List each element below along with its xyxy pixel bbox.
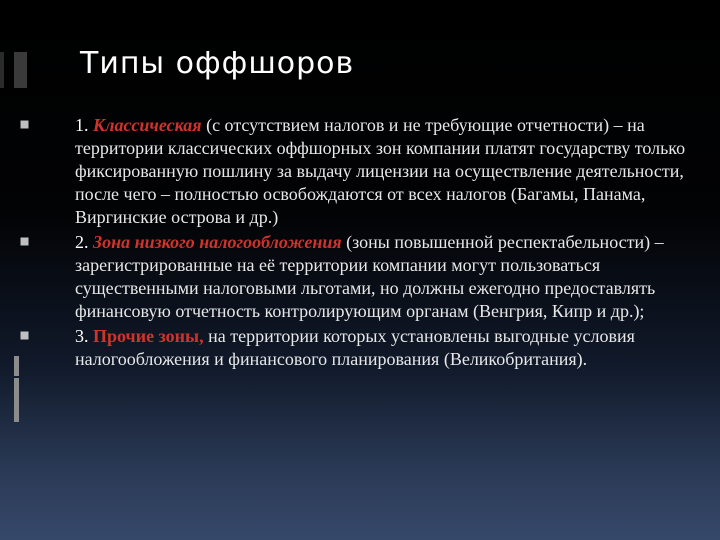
list-item — [20, 231, 700, 323]
item-term: Зона низкого налогообложения — [93, 232, 342, 252]
square-bullet-icon — [20, 120, 29, 129]
decorative-bar — [14, 356, 19, 376]
item-text: (зоны повышенной респектабельности) – зарегистрированные на её территории компании могут пользоваться существенными налоговыми льготами, но должны ежегодно предоставлять финансовую отчетность контролирующим органам (Венгрия, Кипр и др.); — [75, 232, 664, 321]
decorative-bar — [14, 52, 27, 88]
item-term: Прочие зоны, — [93, 326, 204, 346]
item-text: на территории которых установлены выгодные условия налогообложения и финансового планирования (Великобритания). — [75, 326, 635, 369]
square-bullet-icon — [20, 237, 29, 246]
item-term: Классическая — [93, 115, 202, 135]
item-number: 1. — [75, 115, 89, 135]
decorative-bar — [0, 52, 4, 88]
item-number: 3. — [75, 326, 89, 346]
slide-title: Типы оффшоров — [80, 46, 355, 81]
list-item — [20, 325, 700, 371]
item-number: 2. — [75, 232, 89, 252]
bullet-list — [20, 114, 700, 371]
list-item — [20, 114, 700, 229]
item-text: (с отсутствием налогов и не требующие отчетности) – на территории классических оффшорных зон компании платят государству только фиксированную пошлину за выдачу лицензии на осуществление деятельности, после чего – полностью освобождаются от всех налогов (Багамы, Панама, Виргинские острова и др.) — [75, 115, 686, 227]
decorative-bar — [14, 378, 19, 422]
square-bullet-icon — [20, 331, 29, 340]
